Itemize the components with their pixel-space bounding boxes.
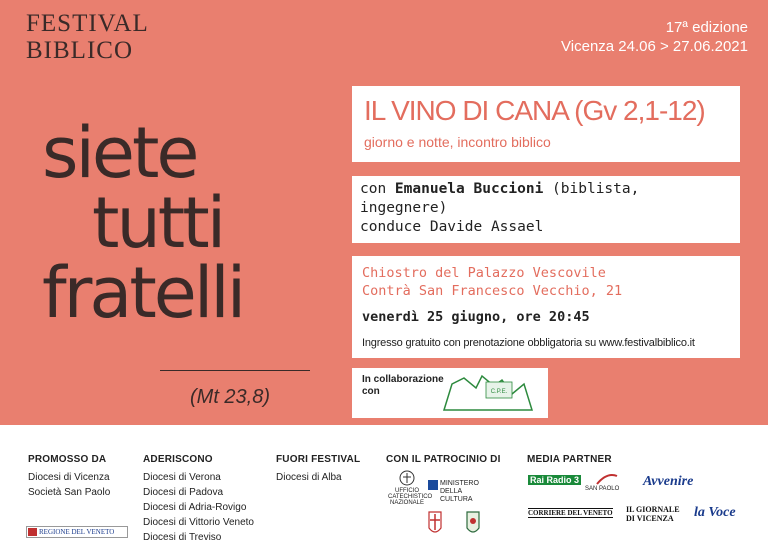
theme-title xyxy=(42,112,244,334)
ministero-text: MINISTERO DELLA CULTURA xyxy=(440,480,479,503)
footer-patrocinio xyxy=(386,452,501,470)
speaker-line xyxy=(360,180,732,218)
with-prefix: con xyxy=(360,181,395,197)
collab-label: In collaborazione con xyxy=(362,374,444,397)
avvenire-text: Avvenire xyxy=(643,474,694,489)
footer-promosso xyxy=(28,452,110,500)
collaboration-box xyxy=(352,368,548,418)
event-subtitle: giorno e notte, incontro biblico xyxy=(364,134,551,150)
corriere-logo xyxy=(528,508,613,518)
sanpaolo-text: SAN PAOLO xyxy=(585,486,620,492)
speaker-box xyxy=(352,176,740,243)
admission-info[interactable]: Ingresso gratuito con prenotazione obbligatoria su www.festivalbiblico.it xyxy=(362,337,695,349)
aderiscono-item: Diocesi di Adria-Rovigo xyxy=(143,502,247,513)
theme-word1: siete xyxy=(42,112,197,194)
ministero-logo xyxy=(428,480,490,504)
aderiscono-item: Diocesi di Treviso xyxy=(143,532,222,543)
collab-logo-text: C.P.E. xyxy=(490,389,508,395)
venue-address: Contrà San Francesco Vecchio, 21 xyxy=(362,283,623,299)
edition-info xyxy=(561,18,748,56)
speaker-role: (biblista, ingegnere) xyxy=(360,181,640,216)
moderator-line: conduce Davide Assael xyxy=(360,219,544,235)
veneto-flag-icon xyxy=(28,528,37,536)
aderiscono-heading: ADERISCONO xyxy=(143,454,213,465)
theme-word3: fratelli xyxy=(42,252,244,334)
aderiscono-item: Diocesi di Vittorio Veneto xyxy=(143,517,254,528)
fuori-heading: FUORI FESTIVAL xyxy=(276,454,361,465)
theme-word2: tutti xyxy=(92,182,224,264)
festival-logo xyxy=(26,10,149,64)
seal-icon xyxy=(397,470,417,486)
promosso-item: Diocesi di Vicenza xyxy=(28,472,110,483)
rai-radio3-logo xyxy=(528,475,581,485)
promosso-item: Società San Paolo xyxy=(28,487,111,498)
media-heading: MEDIA PARTNER xyxy=(527,454,612,465)
corriere-text: CORRIERE DEL VENETO xyxy=(528,509,613,517)
aderiscono-item: Diocesi di Verona xyxy=(143,472,221,483)
giornale-logo xyxy=(626,505,684,523)
province-crest-icon xyxy=(466,510,480,538)
footer-media xyxy=(527,452,612,470)
event-title: IL VINO DI CANA (Gv 2,1-12) xyxy=(364,95,705,126)
footer-aderiscono xyxy=(143,452,254,545)
venue-box xyxy=(352,256,740,358)
sanpaolo-logo xyxy=(585,486,619,492)
edition-dates: Vicenza 24.06 > 27.06.2021 xyxy=(561,38,748,55)
collab-logo-icon xyxy=(442,374,534,412)
regione-veneto-logo xyxy=(26,526,128,538)
giornale-text: IL GIORNALE DI VICENZA xyxy=(626,505,680,523)
speaker-name: Emanuela Buccioni xyxy=(394,181,544,197)
promosso-heading: PROMOSSO DA xyxy=(28,454,107,465)
patrocinio-heading: CON IL PATROCINIO DI xyxy=(386,454,501,465)
fuori-item: Diocesi di Alba xyxy=(276,472,342,483)
footer-fuori xyxy=(276,452,360,485)
theme-reference: (Mt 23,8) xyxy=(190,386,271,408)
avvenire-logo xyxy=(643,474,693,490)
aderiscono-item: Diocesi di Padova xyxy=(143,487,224,498)
reference-underline xyxy=(160,370,310,371)
ufficio-logo xyxy=(388,470,433,506)
edition-number: 17ª edizione xyxy=(665,19,748,36)
swoosh-icon xyxy=(595,472,619,486)
venue-name: Chiostro del Palazzo Vescovile xyxy=(362,265,606,281)
logo-line2: BIBLICO xyxy=(26,37,133,64)
event-datetime: venerdì 25 giugno, ore 20:45 xyxy=(362,309,590,325)
vicenza-crest-icon xyxy=(428,510,442,538)
rai-text: Rai Radio 3 xyxy=(530,475,580,485)
lavoce-text: la Voce xyxy=(694,505,736,520)
regione-text: REGIONE DEL VENETO xyxy=(39,528,115,536)
lavoce-logo xyxy=(694,505,736,521)
event-title-box xyxy=(352,86,740,162)
logo-line1: FESTIVAL xyxy=(26,10,149,37)
ufficio-text: UFFICIO CATECHISTICO NAZIONALE xyxy=(388,488,433,506)
ministero-icon xyxy=(428,480,438,490)
